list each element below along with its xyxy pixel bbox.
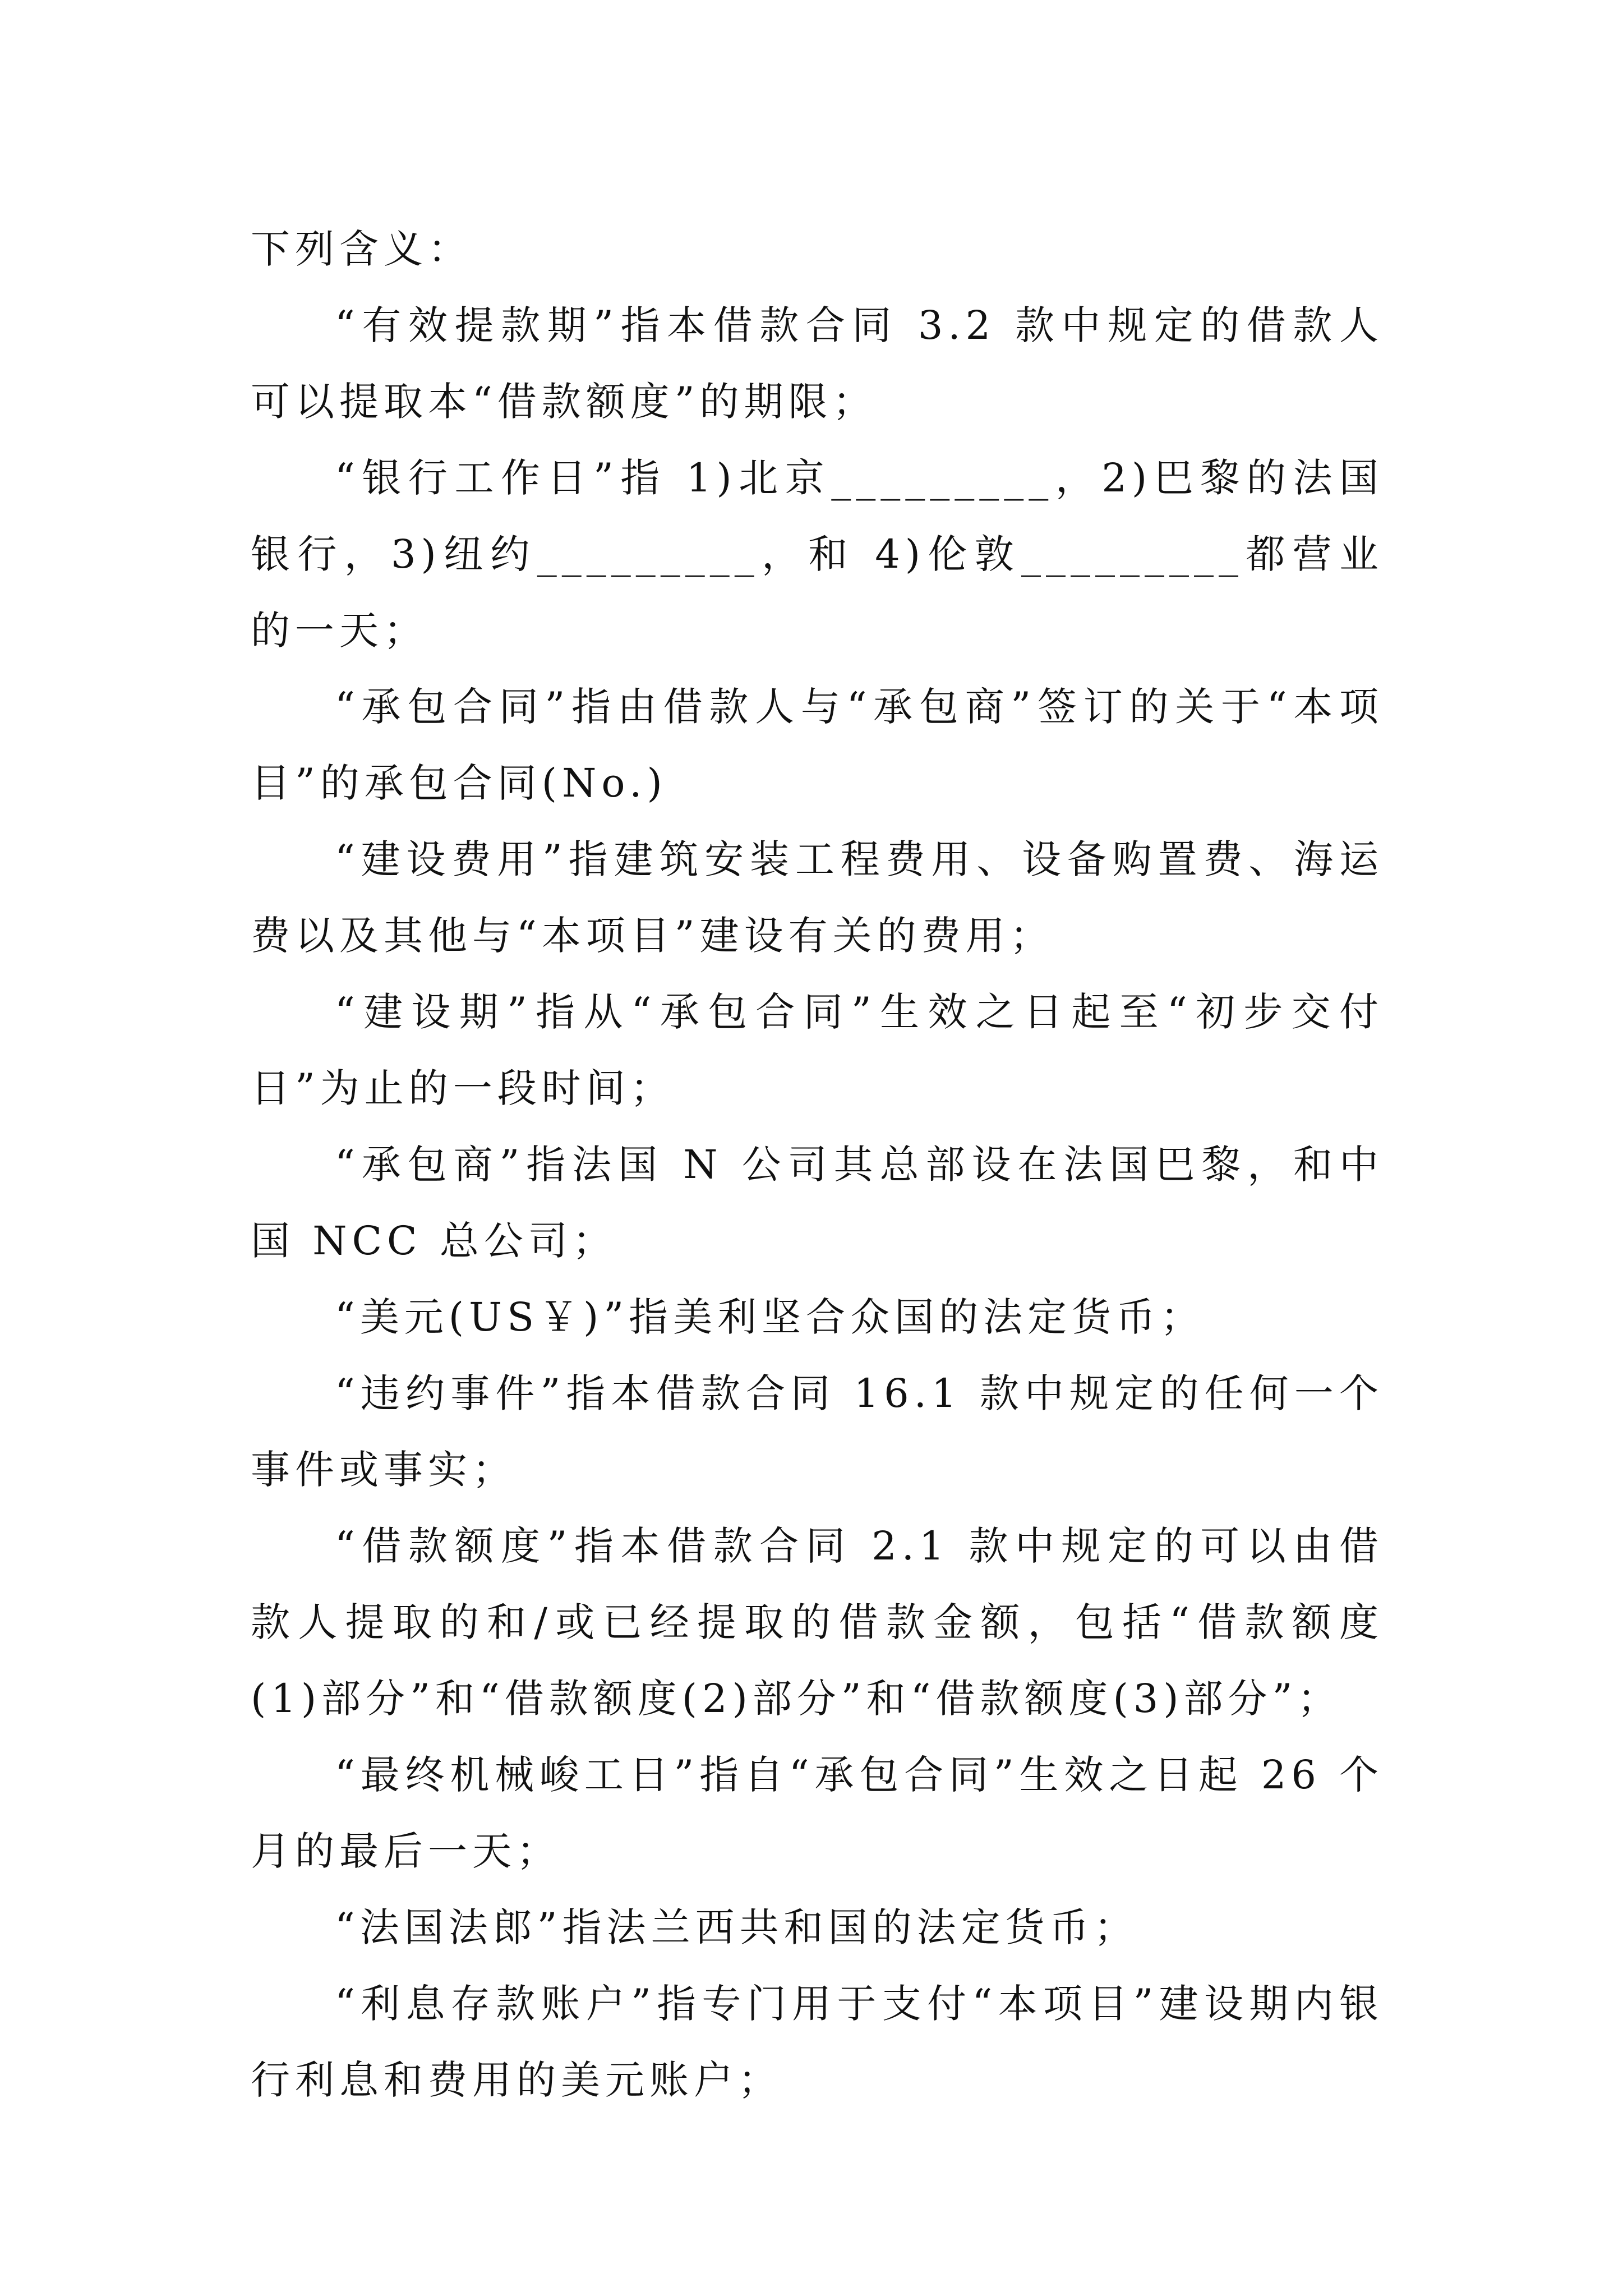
paragraph-intro: 下列含义：: [251, 226, 472, 272]
paragraph-definition-effective-drawdown-period: “有效提款期”指本借款合同 3.2 款中规定的借款人可以提取本“借款额度”的期限；: [251, 302, 1384, 425]
paragraph-definition-final-completion-date: “最终机械峻工日”指自“承包合同”生效之日起 26 个月的最后一天；: [251, 1752, 1384, 1874]
paragraph-definition-interest-deposit-account: “利息存款账户”指专门用于支付“本项目”建设期内银行利息和费用的美元账户；: [251, 1981, 1384, 2103]
document-body: [251, 211, 1384, 2118]
paragraph-definition-contractor: “承包商”指法国 N 公司其总部设在法国巴黎，和中国 NCC 总公司；: [251, 1142, 1384, 1264]
paragraph-definition-contract: “承包合同”指由借款人与“承包商”签订的关于“本项目”的承包合同(No.): [251, 684, 1384, 806]
paragraph-definition-construction-period: “建设期”指从“承包合同”生效之日起至“初步交付日”为止的一段时间；: [251, 989, 1384, 1111]
paragraph-definition-construction-cost: “建设费用”指建筑安装工程费用、设备购置费、海运费以及其他与“本项目”建设有关的费用；: [251, 836, 1384, 959]
paragraph-definition-banking-day: “银行工作日”指 1)北京_________，2)巴黎的法国银行，3)纽约_________，和 4)伦敦_________都营业的一天；: [251, 455, 1384, 654]
paragraph-definition-french-franc: “法国法郎”指法兰西共和国的法定货币；: [335, 1904, 1138, 1950]
paragraph-definition-us-dollar: “美元(US￥)”指美利坚合众国的法定货币；: [335, 1294, 1205, 1340]
paragraph-definition-facility-amount: “借款额度”指本借款合同 2.1 款中规定的可以由借款人提取的和/或已经提取的借款金额，包括“借款额度(1)部分”和“借款额度(2)部分”和“借款额度(3)部分”；: [251, 1523, 1384, 1722]
paragraph-definition-event-of-default: “违约事件”指本借款合同 16.1 款中规定的任何一个事件或事实；: [251, 1370, 1384, 1493]
